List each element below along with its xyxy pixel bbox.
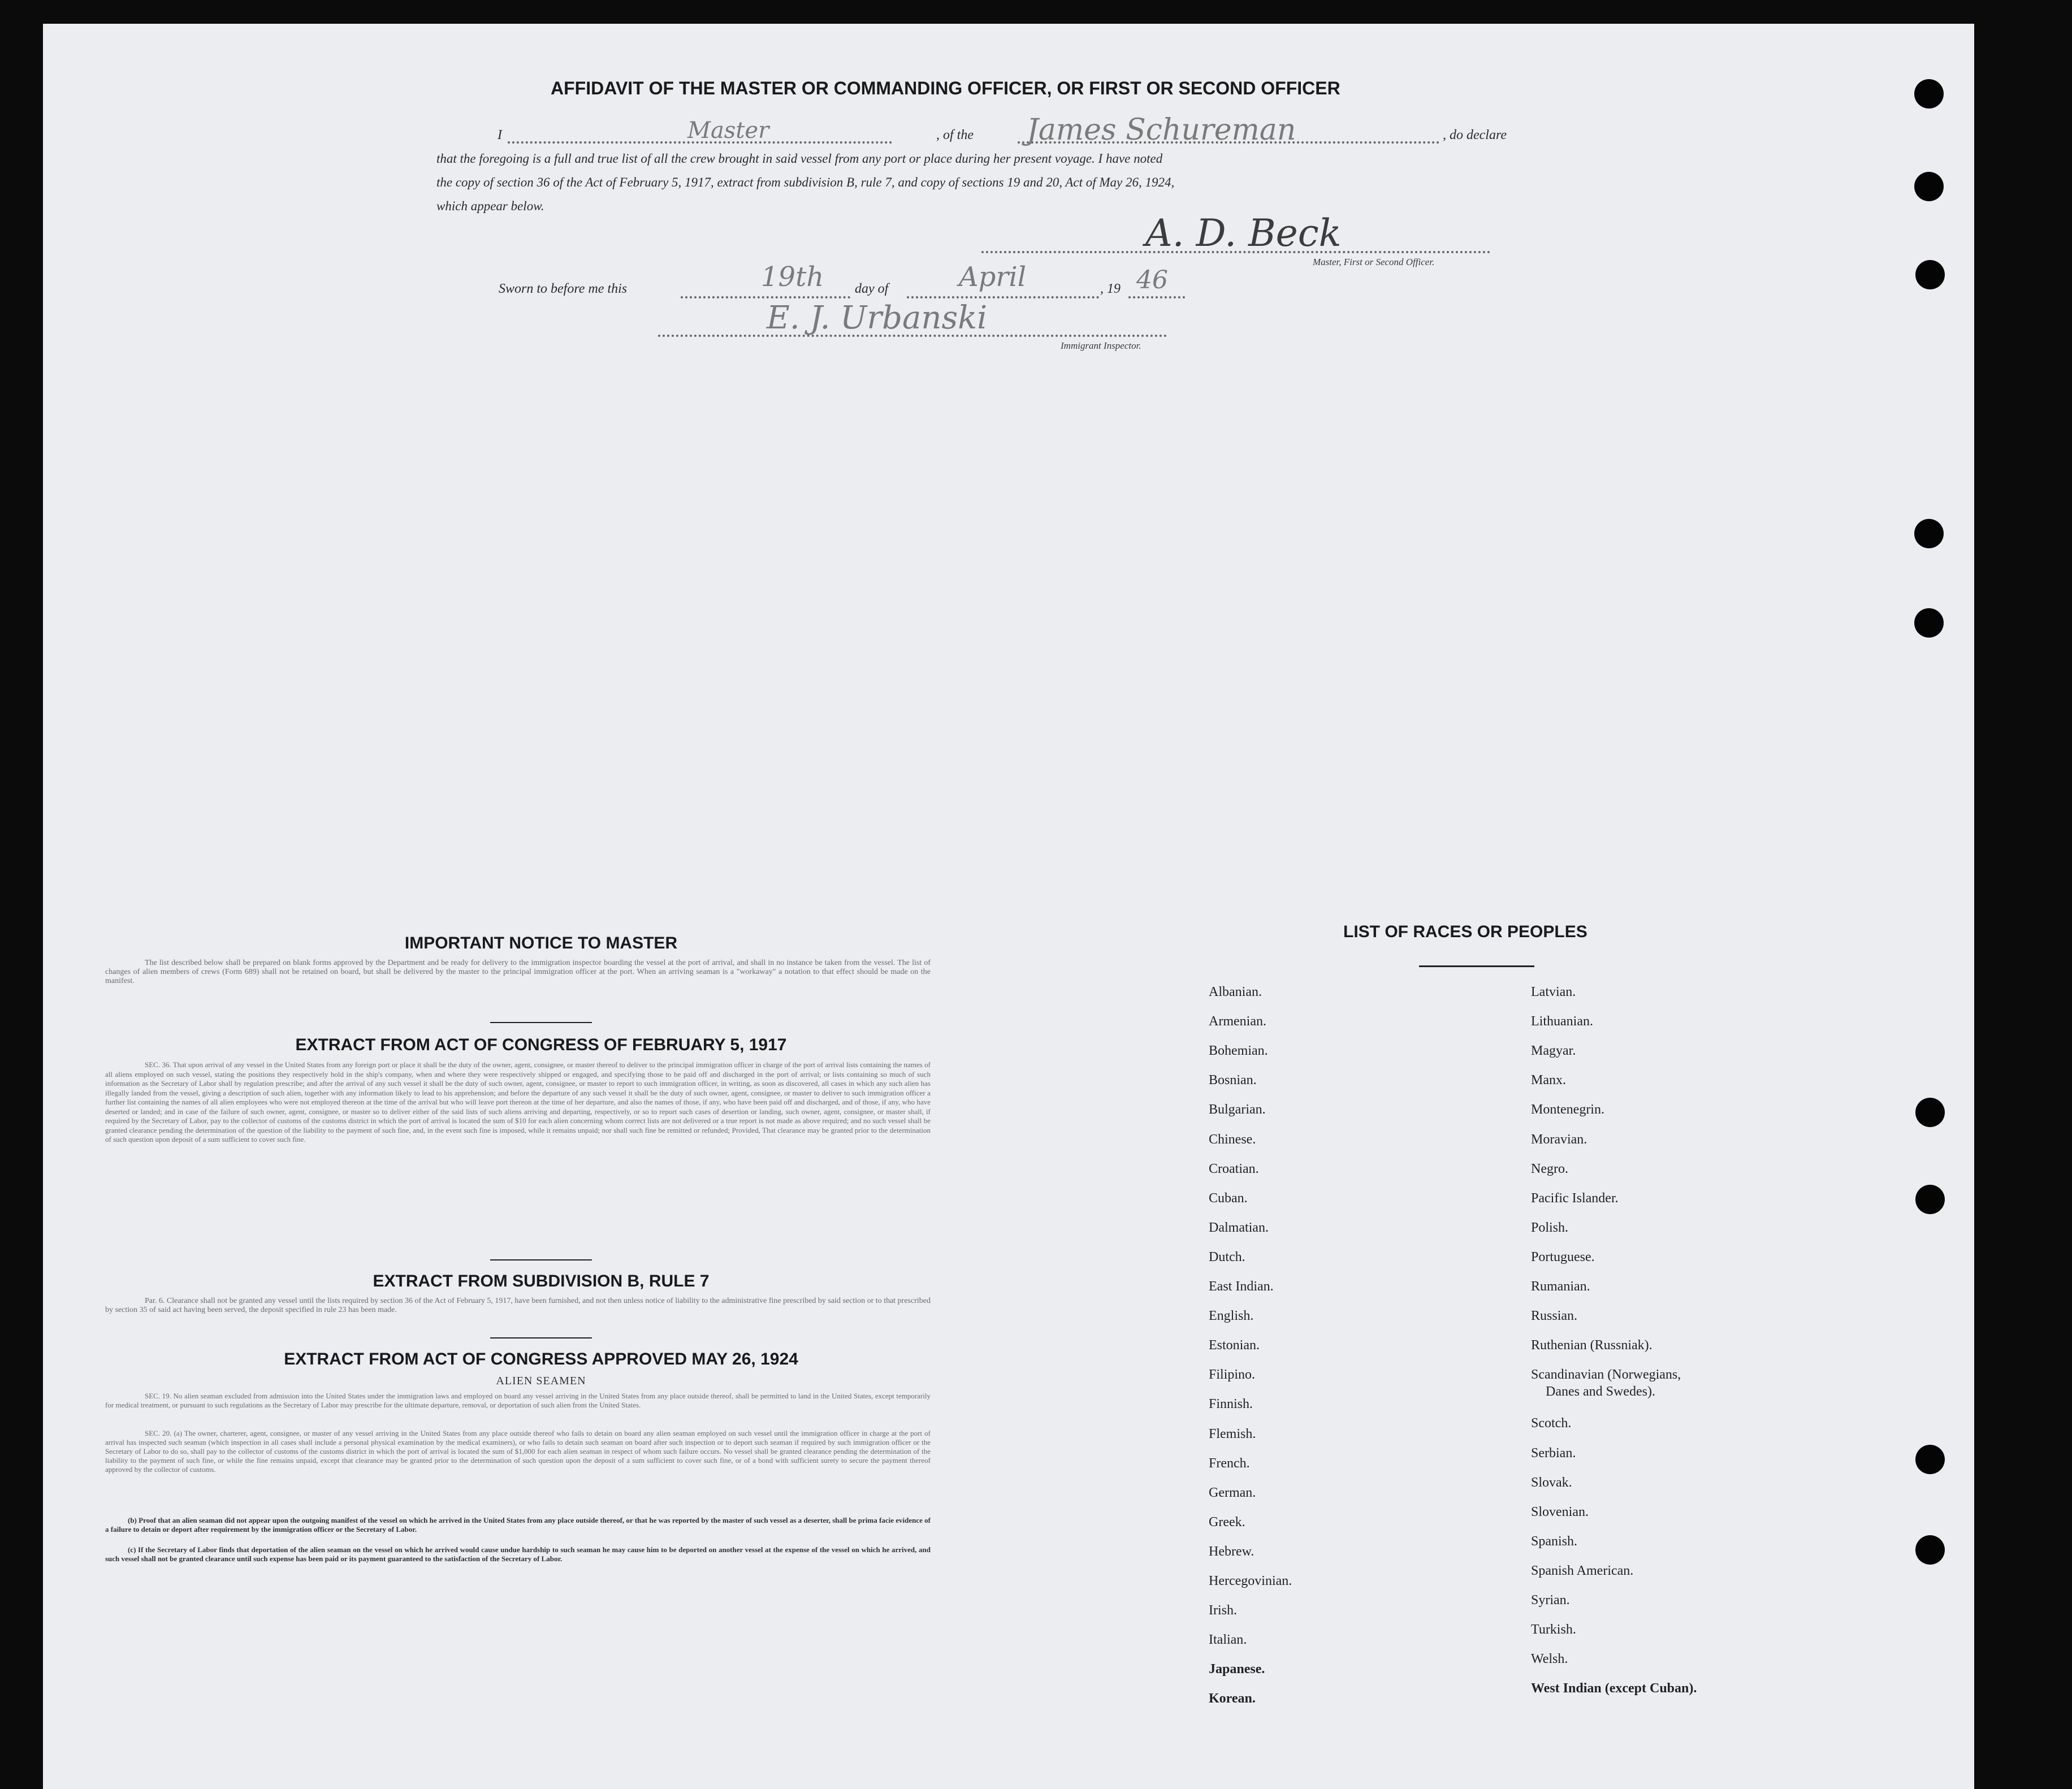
of-the-label: , of the	[936, 128, 974, 142]
year-line	[1128, 296, 1185, 298]
affidavit-i: I	[498, 128, 502, 142]
punch-hole	[1914, 608, 1944, 638]
divider	[490, 1337, 592, 1338]
divider	[490, 1259, 592, 1260]
race-item: Welsh.	[1531, 1652, 1568, 1667]
notice-text: The list described below shall be prepared on blank forms approved by the Department and be ready for delivery to the immigration inspector boarding the vessel at the port of arrival, and shall in no instance be taken from the vessel. The list of changes of alien members of crews (Form 689) shall not be retained on board, but shall be delivered by the master to the principal immigration officer at the port. When an arriving seaman is a "workaway" a notation to that effect should be made on the manifest.	[105, 959, 931, 985]
race-item: Danes and Swedes).	[1546, 1384, 1655, 1400]
document-page	[43, 24, 1974, 1789]
race-item: Japanese.	[1209, 1662, 1265, 1677]
extract-1924-subtitle: ALIEN SEAMEN	[496, 1375, 586, 1387]
handwritten-month: April	[959, 261, 1027, 293]
race-item: Slovenian.	[1531, 1504, 1589, 1519]
handwritten-year: 46	[1136, 266, 1168, 294]
race-item: East Indian.	[1209, 1279, 1274, 1294]
race-item: Estonian.	[1209, 1338, 1260, 1353]
race-item: Hebrew.	[1209, 1544, 1255, 1559]
race-item: Bohemian.	[1209, 1043, 1268, 1059]
race-item: Chinese.	[1209, 1132, 1256, 1147]
sec19-text: SEC. 19. No alien seaman excluded from admission into the United States under the immigration laws and employed on board any vessel arriving in the United States from any place outside thereof, shall be permitted to land in the United States, except temporarily for medical treatment, or pursuant to such regulations as the Secretary of Labor may prescribe for the ultimate departure, removal, or deportation of such alien from the United States.	[105, 1392, 931, 1409]
race-item: Turkish.	[1531, 1622, 1576, 1638]
race-item: Italian.	[1209, 1632, 1247, 1648]
race-item: Bosnian.	[1209, 1073, 1257, 1088]
race-item: Pacific Islander.	[1531, 1190, 1619, 1206]
extract-1917-title: EXTRACT FROM ACT OF CONGRESS OF FEBRUARY 5, 1917	[295, 1036, 787, 1054]
divider	[490, 1022, 592, 1023]
race-item: Albanian.	[1209, 985, 1262, 999]
race-item: Latvian.	[1531, 985, 1576, 999]
race-item: Korean.	[1209, 1691, 1256, 1706]
race-item: Hercegovinian.	[1209, 1574, 1292, 1588]
punch-hole	[1914, 519, 1944, 548]
punch-hole	[1915, 1445, 1945, 1474]
race-item: Spanish American.	[1531, 1563, 1634, 1578]
sec20b-text: (b) Proof that an alien seaman did not appear upon the outgoing manifest of the vessel on which he arrived in the United States from any place outside thereof, or that he was reported by the master of such vessel as a deserter, shall be prima facie evidence of a failure to detain or deport after requirement by the immigration officer or the Secretary of Labor.	[105, 1516, 931, 1534]
race-item: Armenian.	[1209, 1014, 1266, 1029]
extract-1917-text: SEC. 36. That upon arrival of any vessel in the United States from any foreign port or place it shall be the duty of the owner, agent, consignee, or master thereof to deliver to the principal immigration officer in charge of the port of arrival lists containing the names of all aliens employed on such vessel, stating the positions they respectively hold in the ship's company, when and where they were respectively shipped or engaged, and specifying those to be paid off and discharged in the port of arrival; or lists containing so much of such information as the Secretary of Labor shall by regulation prescribe; and after the arrival of any such vessel it shall be the duty of such owner, agent, consignee, or master to report to such immigration officer, in writing, as soon as discovered, all cases in which any such alien has illegally landed from the vessel, giving a description of such alien, together with any information likely to lead to his apprehension; and before the departure of any such vessel it shall be the duty of such owner, agent, consignee, or master to deliver to such immigration officer a further list containing the names of all alien employees who were not employed thereon at the time of the arrival but who will leave port thereon at the time of her departure, and also the names of those, if any, who have been paid off and discharged, and of those, if any, who have deserted or landed; and in case of the failure of such owner, agent, consignee, or master so to deliver either of the said lists of such aliens arriving and departing, respectively, or so to report such cases of desertion or landing, such owner, agent, consignee, or master shall, if required by the Secretary of Labor, pay to the collector of customs of the customs district in which the port of arrival is located the sum of $10 for each alien concerning whom correct lists are not delivered or a true report is not made as above required; and no such vessel shall be granted clearance pending the determination of the question of the liability to the payment of such fine, and, in the event such fine is imposed, while it remains unpaid; nor shall such fine be remitted or refunded; Provided, That clearance may be granted prior to the determination of such question upon deposit of a sum sufficient to cover such fine.	[105, 1060, 931, 1143]
race-item: Portuguese.	[1531, 1249, 1595, 1264]
race-item: Moravian.	[1531, 1132, 1587, 1147]
sworn-label: Sworn to before me this	[499, 281, 628, 296]
race-item: Scandinavian (Norwegians,	[1531, 1367, 1681, 1383]
race-item: Scotch.	[1531, 1416, 1572, 1431]
month-line	[907, 296, 1099, 298]
handwritten-day: 19th	[761, 261, 824, 293]
race-item: Slovak.	[1531, 1475, 1572, 1490]
race-item: Greek.	[1209, 1514, 1245, 1530]
day-line	[681, 296, 850, 298]
races-divider	[1419, 965, 1534, 967]
race-item: Cuban.	[1209, 1190, 1248, 1206]
race-item: Filipino.	[1209, 1367, 1256, 1383]
races-title: LIST OF RACES OR PEOPLES	[1343, 922, 1587, 941]
race-item: Irish.	[1209, 1603, 1237, 1618]
race-item: Montenegrin.	[1531, 1102, 1604, 1117]
punch-hole	[1914, 79, 1944, 109]
punch-hole	[1915, 1185, 1945, 1214]
race-item: Spanish.	[1531, 1534, 1578, 1549]
race-item: Rumanian.	[1531, 1279, 1590, 1294]
race-item: Serbian.	[1531, 1445, 1576, 1461]
year-prefix: , 19	[1100, 281, 1121, 296]
handwritten-vessel: James Schureman	[1027, 113, 1296, 147]
sec20c-text: (c) If the Secretary of Labor finds that deportation of the alien seaman on the vessel on which he arrived would cause undue hardship to such seaman he may cause him to be deported on another vessel at the expense of the vessel on which he arrived, and such vessel shall not be granted clearance until such expense has been paid or its payment guaranteed to the satisfaction of the Secretary of Labor.	[105, 1545, 931, 1563]
race-item: Polish.	[1531, 1220, 1569, 1235]
notice-title: IMPORTANT NOTICE TO MASTER	[404, 934, 678, 952]
handwritten-inspector: E. J. Urbanski	[767, 300, 988, 336]
handwritten-master: Master	[687, 118, 769, 144]
handwritten-signature: A. D. Beck	[1145, 211, 1342, 255]
day-of-label: day of	[855, 281, 889, 296]
extract-rule7-title: EXTRACT FROM SUBDIVISION B, RULE 7	[373, 1272, 710, 1290]
race-item: Croatian.	[1209, 1161, 1259, 1176]
affidavit-title: AFFIDAVIT OF THE MASTER OR COMMANDING OFFICER, OR FIRST OR SECOND OFFICER	[551, 78, 1340, 98]
race-item: Manx.	[1531, 1073, 1566, 1088]
race-item: West Indian (except Cuban).	[1531, 1681, 1697, 1696]
affidavit-line-4: which appear below.	[436, 199, 544, 213]
race-item: Dalmatian.	[1209, 1220, 1269, 1235]
sec20a-text: SEC. 20. (a) The owner, charterer, agent, consignee, or master of any vessel arriving in the United States from any place outside thereof who fails to detain on board any alien seaman employed on such vessel until the immigration officer in charge at the port of arrival has inspected such seaman (which inspection in all cases shall include a personal physical examination by the medical examiners), or who fails to detain such seaman on board after such inspection or to deport such seaman if required by such immigration officer or the Secretary of Labor to do so, shall pay to the collector of customs of the customs district in which the port of arrival is located the sum of $1,000 for each alien seaman in respect of whom such failure occurs. No vessel shall be granted clearance pending the determination of the liability to the payment of such fine, or while the fine remains unpaid, except that clearance may be granted prior to the determination of such question upon the deposit of a sum sufficient to cover such fine, or of a bond with sufficient surety to secure the payment thereof approved by the collector of customs.	[105, 1429, 931, 1474]
punch-hole	[1915, 1535, 1945, 1565]
extract-rule7-text: Par. 6. Clearance shall not be granted any vessel until the lists required by section 36 of the Act of February 5, 1917, have been furnished, and not then unless notice of liability to the administrative fine prescribed by said section or to that prescribed by section 35 of said act having been served, the deposit specified in rule 23 has been made.	[105, 1297, 931, 1314]
punch-hole	[1914, 172, 1944, 201]
race-item: Negro.	[1531, 1161, 1568, 1176]
inspector-caption: Immigrant Inspector.	[1061, 340, 1141, 351]
race-item: Bulgarian.	[1209, 1102, 1266, 1117]
race-item: Syrian.	[1531, 1593, 1570, 1608]
race-item: German.	[1209, 1485, 1256, 1500]
race-item: Russian.	[1531, 1309, 1578, 1324]
race-item: Finnish.	[1209, 1397, 1253, 1412]
do-declare-label: , do declare	[1443, 128, 1507, 142]
master-caption: Master, First or Second Officer.	[1313, 257, 1435, 267]
punch-hole	[1915, 260, 1945, 289]
race-item: French.	[1209, 1456, 1250, 1471]
race-item: Lithuanian.	[1531, 1014, 1593, 1029]
affidavit-line-3: the copy of section 36 of the Act of February 5, 1917, extract from subdivision B, rule 7, and copy of sections 19 and 20, Act of May 26, 1924,	[436, 175, 1175, 189]
race-item: Magyar.	[1531, 1043, 1576, 1059]
race-item: English.	[1209, 1309, 1254, 1324]
race-item: Dutch.	[1209, 1249, 1245, 1264]
race-item: Flemish.	[1209, 1426, 1256, 1441]
extract-1924-title: EXTRACT FROM ACT OF CONGRESS APPROVED MAY 26, 1924	[284, 1350, 798, 1368]
punch-hole	[1915, 1098, 1945, 1127]
race-item: Ruthenian (Russniak).	[1531, 1338, 1653, 1353]
affidavit-line-2: that the foregoing is a full and true list of all the crew brought in said vessel from any port or place during her present voyage. I have noted	[436, 151, 1163, 166]
